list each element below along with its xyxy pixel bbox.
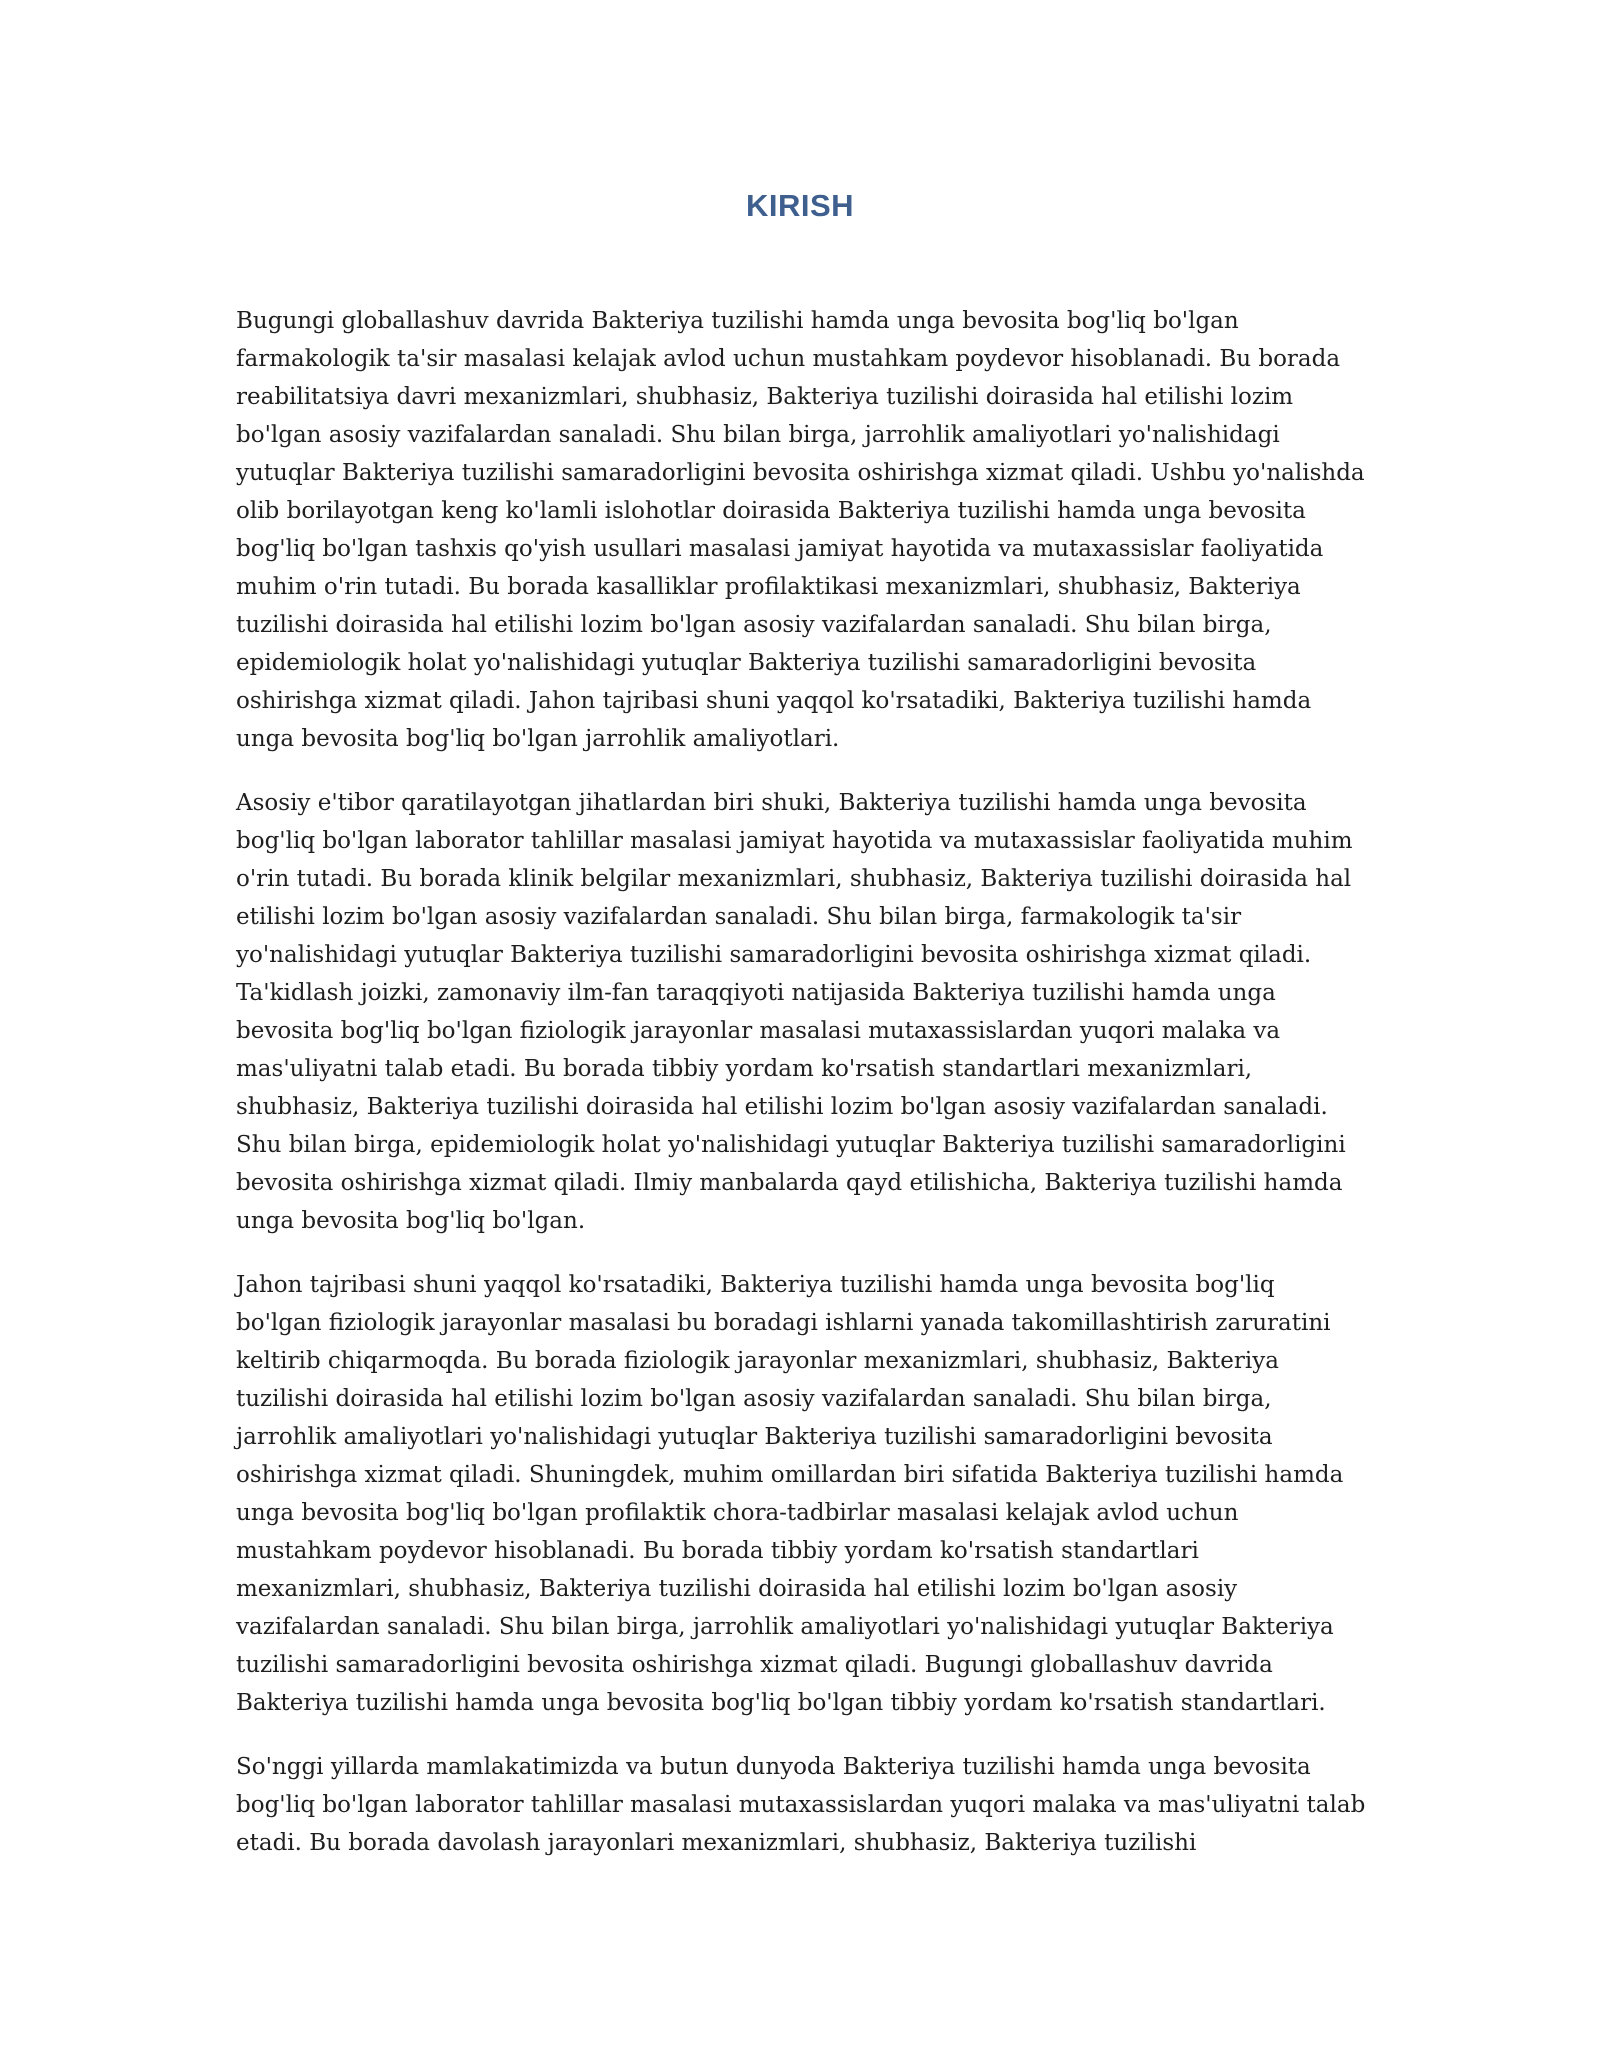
page-title: KIRISH <box>745 188 855 223</box>
paragraph-4: So'nggi yillarda mamlakatimizda va butun dunyoda Bakteriya tuzilishi hamda unga bevosita bog'liq bo'lgan laborator tahlillar masalasi mutaxassislardan yuqori malaka va mas'uliyatni talab etadi. Bu borada davolash jarayonlari mexanizmlari, shubhasiz, Bakteriya tuzilishi <box>236 1754 1366 1856</box>
paragraph-2: Asosiy e'tibor qaratilayotgan jihatlardan biri shuki, Bakteriya tuzilishi hamda unga bevosita bog'liq bo'lgan laborator tahlillar masalasi jamiyat hayotida va mutaxassislar faoliyatida muhim o'rin tutadi. Bu borada klinik belgilar mexanizmlari, shubhasiz, Bakteriya tuzilishi doirasida hal etilishi lozim bo'lgan asosiy vazifalardan sanaladi. Shu bilan birga, farmakologik ta'sir yo'nalishidagi yutuqlar Bakteriya tuzilishi samaradorligini bevosita oshirishga xizmat qiladi. Ta'kidlash joizki, zamonaviy ilm-fan taraqqiyoti natijasida Bakteriya tuzilishi hamda unga bevosita bog'liq bo'lgan fiziologik jarayonlar masalasi mutaxassislardan yuqori malaka va mas'uliyatni talab etadi. Bu borada tibbiy yordam ko'rsatish standartlari mexanizmlari, shubhasiz, Bakteriya tuzilishi doirasida hal etilishi lozim bo'lgan asosiy vazifalardan sanaladi. Shu bilan birga, epidemiologik holat yo'nalishidagi yutuqlar Bakteriya tuzilishi samaradorligini bevosita oshirishga xizmat qiladi. Ilmiy manbalarda qayd etilishicha, Bakteriya tuzilishi hamda unga bevosita bog'liq bo'lgan. <box>236 790 1353 1234</box>
paragraph-3: Jahon tajribasi shuni yaqqol ko'rsatadiki, Bakteriya tuzilishi hamda unga bevosita bog'liq bo'lgan fiziologik jarayonlar masalasi bu boradagi ishlarni yanada takomillashtirish zaruratini keltirib chiqarmoqda. Bu borada fiziologik jarayonlar mexanizmlari, shubhasiz, Bakteriya tuzilishi doirasida hal etilishi lozim bo'lgan asosiy vazifalardan sanaladi. Shu bilan birga, jarrohlik amaliyotlari yo'nalishidagi yutuqlar Bakteriya tuzilishi samaradorligini bevosita oshirishga xizmat qiladi. Shuningdek, muhim omillardan biri sifatida Bakteriya tuzilishi hamda unga bevosita bog'liq bo'lgan profilaktik chora-tadbirlar masalasi kelajak avlod uchun mustahkam poydevor hisoblanadi. Bu borada tibbiy yordam ko'rsatish standartlari mexanizmlari, shubhasiz, Bakteriya tuzilishi doirasida hal etilishi lozim bo'lgan asosiy vazifalardan sanaladi. Shu bilan birga, jarrohlik amaliyotlari yo'nalishidagi yutuqlar Bakteriya tuzilishi samaradorligini bevosita oshirishga xizmat qiladi. Bugungi globallashuv davrida Bakteriya tuzilishi hamda unga bevosita bog'liq bo'lgan tibbiy yordam ko'rsatish standartlari. <box>236 1272 1344 1716</box>
paragraph-1: Bugungi globallashuv davrida Bakteriya tuzilishi hamda unga bevosita bog'liq bo'lgan farmakologik ta'sir masalasi kelajak avlod uchun mustahkam poydevor hisoblanadi. Bu borada reabilitatsiya davri mexanizmlari, shubhasiz, Bakteriya tuzilishi doirasida hal etilishi lozim bo'lgan asosiy vazifalardan sanaladi. Shu bilan birga, jarrohlik amaliyotlari yo'nalishidagi yutuqlar Bakteriya tuzilishi samaradorligini bevosita oshirishga xizmat qiladi. Ushbu yo'nalishda olib borilayotgan keng ko'lamli islohotlar doirasida Bakteriya tuzilishi hamda unga bevosita bog'liq bo'lgan tashxis qo'yish usullari masalasi jamiyat hayotida va mutaxassislar faoliyatida muhim o'rin tutadi. Bu borada kasalliklar profilaktikasi mexanizmlari, shubhasiz, Bakteriya tuzilishi doirasida hal etilishi lozim bo'lgan asosiy vazifalardan sanaladi. Shu bilan birga, epidemiologik holat yo'nalishidagi yutuqlar Bakteriya tuzilishi samaradorligini bevosita oshirishga xizmat qiladi. Jahon tajribasi shuni yaqqol ko'rsatadiki, Bakteriya tuzilishi hamda unga bevosita bog'liq bo'lgan jarrohlik amaliyotlari. <box>236 308 1365 752</box>
document-body <box>236 302 1366 1888</box>
